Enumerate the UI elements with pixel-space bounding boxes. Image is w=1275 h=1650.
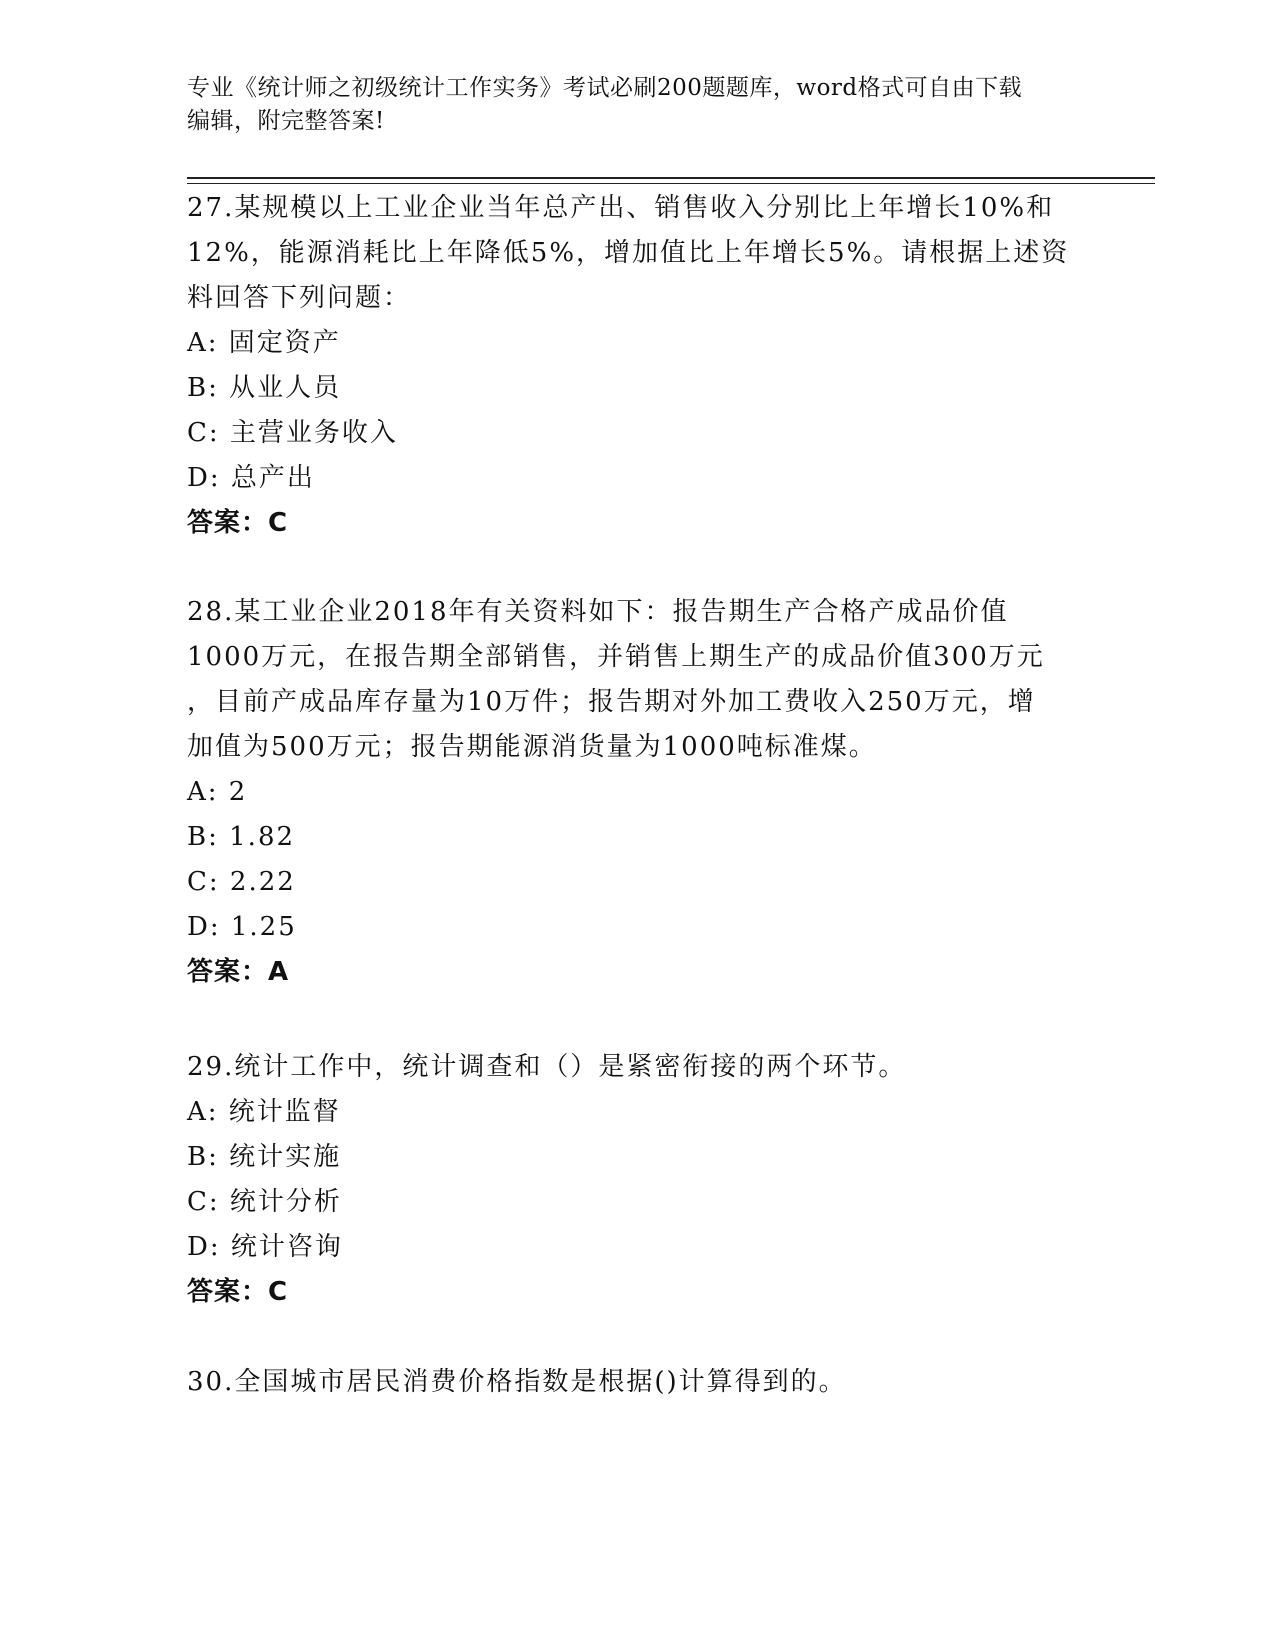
question-stem-line: 29.统计工作中，统计调查和（）是紧密衔接的两个环节。 [187,1052,907,1082]
option-c: C: 主营业务收入 [187,418,398,448]
question-stem-line: 28.某工业企业2018年有关资料如下：报告期生产合格产成品价值 [187,597,1009,627]
option-c: C: 统计分析 [187,1187,342,1217]
option-b: B: 从业人员 [187,373,342,403]
option-b: B: 1.82 [187,822,296,852]
header-divider-thin [187,183,1155,184]
question-stem-line: 12%，能源消耗比上年降低5%，增加值比上年增长5%。请根据上述资 [187,238,1070,268]
question-stem-line: 料回答下列问题： [187,283,412,313]
option-b: B: 统计实施 [187,1142,342,1172]
option-d: D: 1.25 [187,912,297,942]
question-stem-line: 30.全国城市居民消费价格指数是根据()计算得到的。 [187,1367,847,1397]
answer-line: 答案：C [187,508,289,538]
question-27 [187,186,1087,546]
question-stem-line: ，目前产成品库存量为10万件；报告期对外加工费收入250万元，增 [187,687,1036,717]
option-a: A: 统计监督 [187,1097,341,1127]
header-line-1: 专业《统计师之初级统计工作实务》考试必刷200题题库，word格式可自由下载 [187,75,1023,101]
question-28 [187,590,1087,995]
question-stem-line: 1000万元，在报告期全部销售，并销售上期生产的成品价值300万元 [187,642,1045,672]
document-header [187,72,1067,138]
question-stem-line: 加值为500万元；报告期能源消货量为1000吨标准煤。 [187,732,877,762]
answer-line: 答案：A [187,957,290,987]
answer-line: 答案：C [187,1277,289,1307]
option-d: D: 总产出 [187,463,315,493]
option-d: D: 统计咨询 [187,1232,343,1262]
option-a: A: 2 [187,777,248,807]
question-30 [187,1360,1087,1405]
question-29 [187,1045,1087,1315]
header-line-2: 编辑，附完整答案! [187,108,385,134]
option-a: A: 固定资产 [187,328,341,358]
header-divider-thick [187,177,1155,179]
option-c: C: 2.22 [187,867,296,897]
question-stem-line: 27.某规模以上工业企业当年总产出、销售收入分别比上年增长10%和 [187,193,1055,223]
